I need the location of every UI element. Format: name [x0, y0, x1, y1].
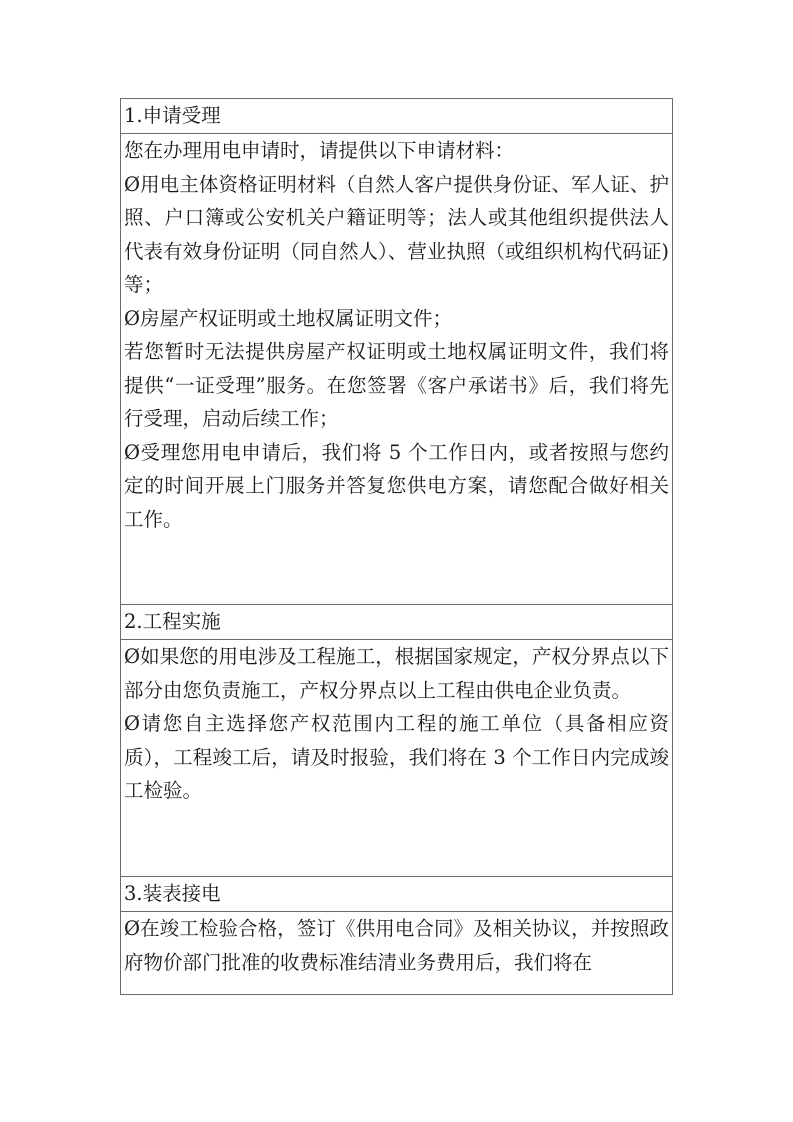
- table-row: [121, 99, 673, 134]
- table-row: [121, 912, 673, 995]
- section-heading-construction: 2.工程实施: [121, 605, 673, 640]
- section-body-construction: [121, 640, 673, 877]
- paragraph: Ø用电主体资格证明材料（自然人客户提供身份证、军人证、护照、户口簿或公安机关户籍证明等；法人或其他组织提供法人代表有效身份证明（同自然人）、营业执照（或组织机构代码证)等；: [124, 172, 669, 296]
- section-body-application: [121, 134, 673, 605]
- paragraph: Ø如果您的用电涉及工程施工，根据国家规定，产权分界点以下部分由您负责施工，产权分界点以上工程由供电企业负责。: [124, 645, 669, 702]
- table-row: [121, 605, 673, 640]
- table-row: [121, 877, 673, 912]
- paragraph: Ø在竣工检验合格，签订《供用电合同》及相关协议，并按照政府物价部门批准的收费标准结清业务费用后，我们将在: [124, 917, 669, 974]
- paragraph: 您在办理用电申请时，请提供以下申请材料：: [124, 139, 515, 162]
- section-heading-application: 1.申请受理: [121, 99, 673, 134]
- paragraph: 若您暂时无法提供房屋产权证明或土地权属证明文件，我们将提供“一证受理”服务。在您签署《客户承诺书》后，我们将先行受理，启动后续工作；: [124, 340, 669, 430]
- section-body-metering: [121, 912, 673, 995]
- table-row: [121, 134, 673, 605]
- paragraph: Ø受理您用电申请后，我们将 5 个工作日内，或者按照与您约定的时间开展上门服务并答复您供电方案，请您配合做好相关工作。: [124, 440, 669, 531]
- paragraph: Ø房屋产权证明或土地权属证明文件；: [124, 306, 452, 330]
- service-process-table: [120, 98, 673, 995]
- table-row: [121, 640, 673, 877]
- section-heading-metering: 3.装表接电: [121, 877, 673, 912]
- paragraph: Ø请您自主选择您产权范围内工程的施工单位（具备相应资质），工程竣工后，请及时报验，我们将在 3 个工作日内完成竣工检验。: [124, 712, 669, 802]
